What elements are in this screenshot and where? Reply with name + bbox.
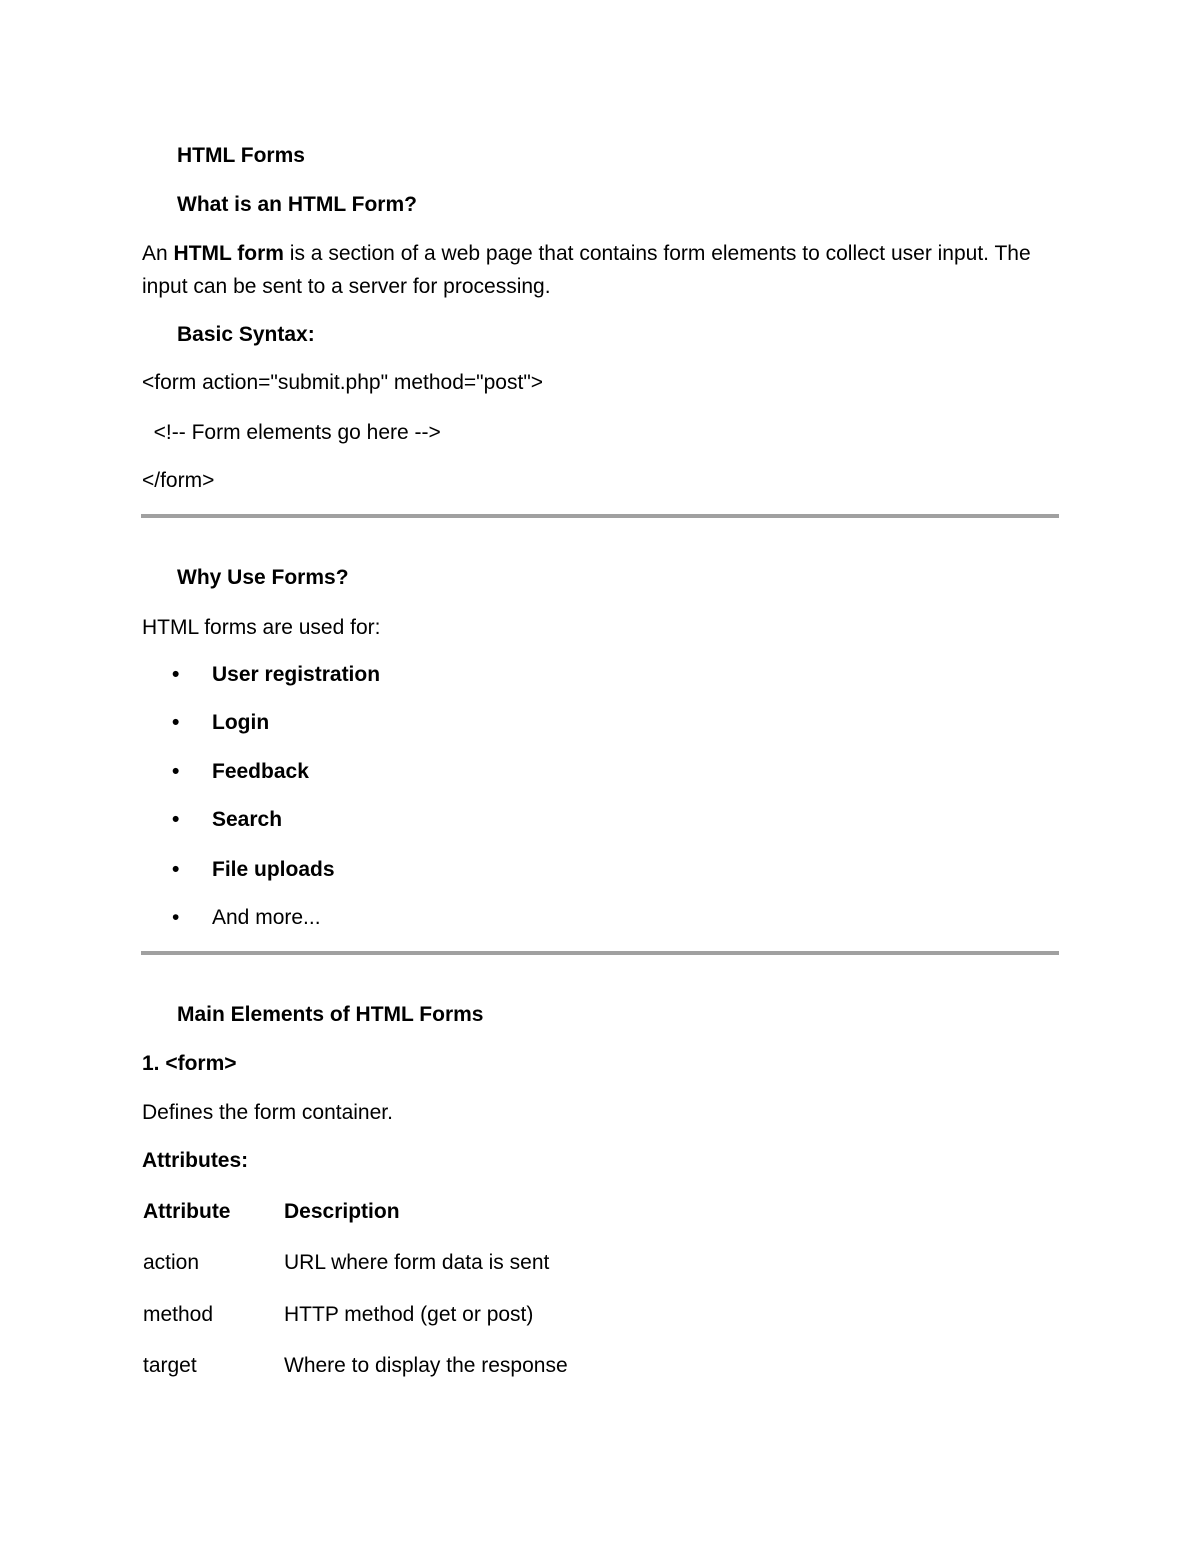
code-line: </form> [142, 469, 215, 492]
bullet-icon: • [172, 906, 180, 929]
horizontal-rule [141, 951, 1059, 955]
table-cell: Where to display the response [284, 1354, 568, 1377]
list-item-text: And more... [212, 906, 321, 929]
list-item-text: Login [212, 711, 270, 734]
table-header-cell: Attribute [143, 1200, 231, 1223]
attributes-label: Attributes: [142, 1149, 249, 1172]
table-cell: target [143, 1354, 197, 1377]
table-cell: HTTP method (get or post) [284, 1303, 534, 1326]
bullet-icon: • [172, 760, 180, 783]
section-heading-why-use-forms: Why Use Forms? [177, 566, 349, 589]
list-item-text: File uploads [212, 858, 335, 881]
bullet-icon: • [172, 711, 180, 734]
table-cell: URL where form data is sent [284, 1251, 550, 1274]
bullet-icon: • [172, 663, 180, 686]
list-item-text: Feedback [212, 760, 309, 783]
intro-paragraph-line-2: input can be sent to a server for processing. [142, 275, 551, 298]
table-header-cell: Description [284, 1200, 400, 1223]
section-heading-main-elements: Main Elements of HTML Forms [177, 1003, 484, 1026]
code-line: <!-- Form elements go here --> [142, 421, 441, 444]
element-description: Defines the form container. [142, 1101, 393, 1124]
section-heading-what-is-form: What is an HTML Form? [177, 193, 417, 216]
intro-paragraph-line-1 [142, 241, 1031, 267]
code-line: <form action="submit.php" method="post"> [142, 371, 544, 394]
horizontal-rule [141, 514, 1059, 518]
document-title: HTML Forms [177, 144, 305, 167]
element-subheading: 1. <form> [142, 1052, 237, 1075]
list-item-text: User registration [212, 663, 381, 686]
list-item-text: Search [212, 808, 283, 831]
intro-prefix: An [142, 242, 174, 265]
bullet-icon: • [172, 808, 180, 831]
intro-rest: is a section of a web page that contains form elements to collect user input. The [283, 242, 1031, 265]
table-cell: method [143, 1303, 214, 1326]
table-cell: action [143, 1251, 200, 1274]
syntax-heading: Basic Syntax: [177, 323, 315, 346]
why-intro-text: HTML forms are used for: [142, 616, 381, 639]
bullet-icon: • [172, 858, 180, 881]
intro-bold-term: HTML form [173, 242, 284, 265]
